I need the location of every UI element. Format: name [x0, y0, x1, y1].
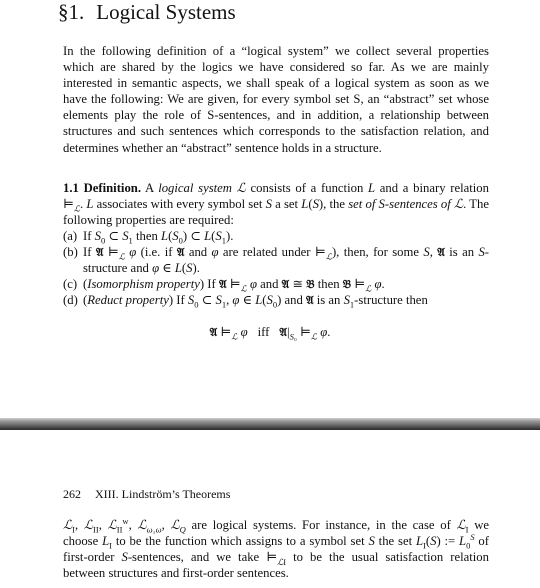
definition-item-b: (b) If 𝔄 $⊨_ℒ$ φ (i.e. if 𝔄 and φ are related under $⊨_ℒ$), then, for some S, 𝔄 is an S-structure and φ ∈ L(S). [63, 245, 490, 276]
definition-item-c: (c) (Isomorphism property) If 𝔄 $⊨_ℒ$ φ and 𝔄 ≅ 𝔅 then 𝔅 $⊨_ℒ$ φ. [63, 277, 385, 295]
definition-item-a: (a) If $S_0$ ⊂ $S_1$ then $L(S_0)$ ⊂ $L(S_1)$. [63, 229, 234, 246]
item-label: (d) [63, 293, 78, 308]
page-divider [0, 418, 540, 430]
running-header [63, 487, 489, 502]
section-title [58, 0, 236, 25]
item-label: (a) [63, 229, 78, 243]
lindstrom-paragraph: ℒ$_I$, ℒ$_{II}$, ℒ$_{II}^w$, ℒ$_{\omega_1\omega}$, ℒ$_Q$ are logical systems. For instance, in the case of ℒ$_I$ we choose $L_I$ to be the function which assigns to a symbol set S the set $L_I(S)$ := $L_0^S$ of first-order S-sentences, and we take $⊨_{ℒI}$ to be the usual satisfaction relation between structures and first-order sentences. [63, 515, 490, 581]
page-number: 262 [63, 487, 81, 501]
item-label: (c) [63, 277, 78, 292]
definition-paragraph: 1.1 Definition. A logical system ℒ consists of a function L and a binary relation $⊨_ℒ$. L associates with every symbol set S a set L(S), the set of S-sentences of ℒ. The following properties are required: [63, 180, 490, 228]
definition-heading: 1.1 Definition. [63, 181, 142, 195]
definition-item-d: (d) (Reduct property) If $S_0$ ⊂ $S_1$, φ ∈ $L(S_0)$ and 𝔄 is an $S_1$-structure then [63, 293, 428, 310]
reduct-equivalence: 𝔄 $⊨_ℒ$ φ iff $𝔄|_{S_0}$ $⊨_ℒ$ φ. [209, 325, 331, 343]
section-number: §1. [58, 0, 85, 24]
chapter-title: XIII. Lindström’s Theorems [95, 487, 231, 501]
item-label: (b) [63, 245, 78, 260]
definition-items [63, 228, 489, 308]
intro-paragraph: In the following definition of a “logical system” we collect several properties which are shared by the logics we have considered so far. As we are mainly interested in semantic aspects, we shall speak of a logical system as soon as we have the following: We are given, for every symbol set S, an “abstract” set whose elements play the role of S-sentences, and in addition, a relationship between structures and such sentences which corresponds to the satisfaction relation, and determines whether an “abstract” sentence holds in a structure. [63, 44, 489, 155]
section-title-text: Logical Systems [96, 0, 236, 24]
